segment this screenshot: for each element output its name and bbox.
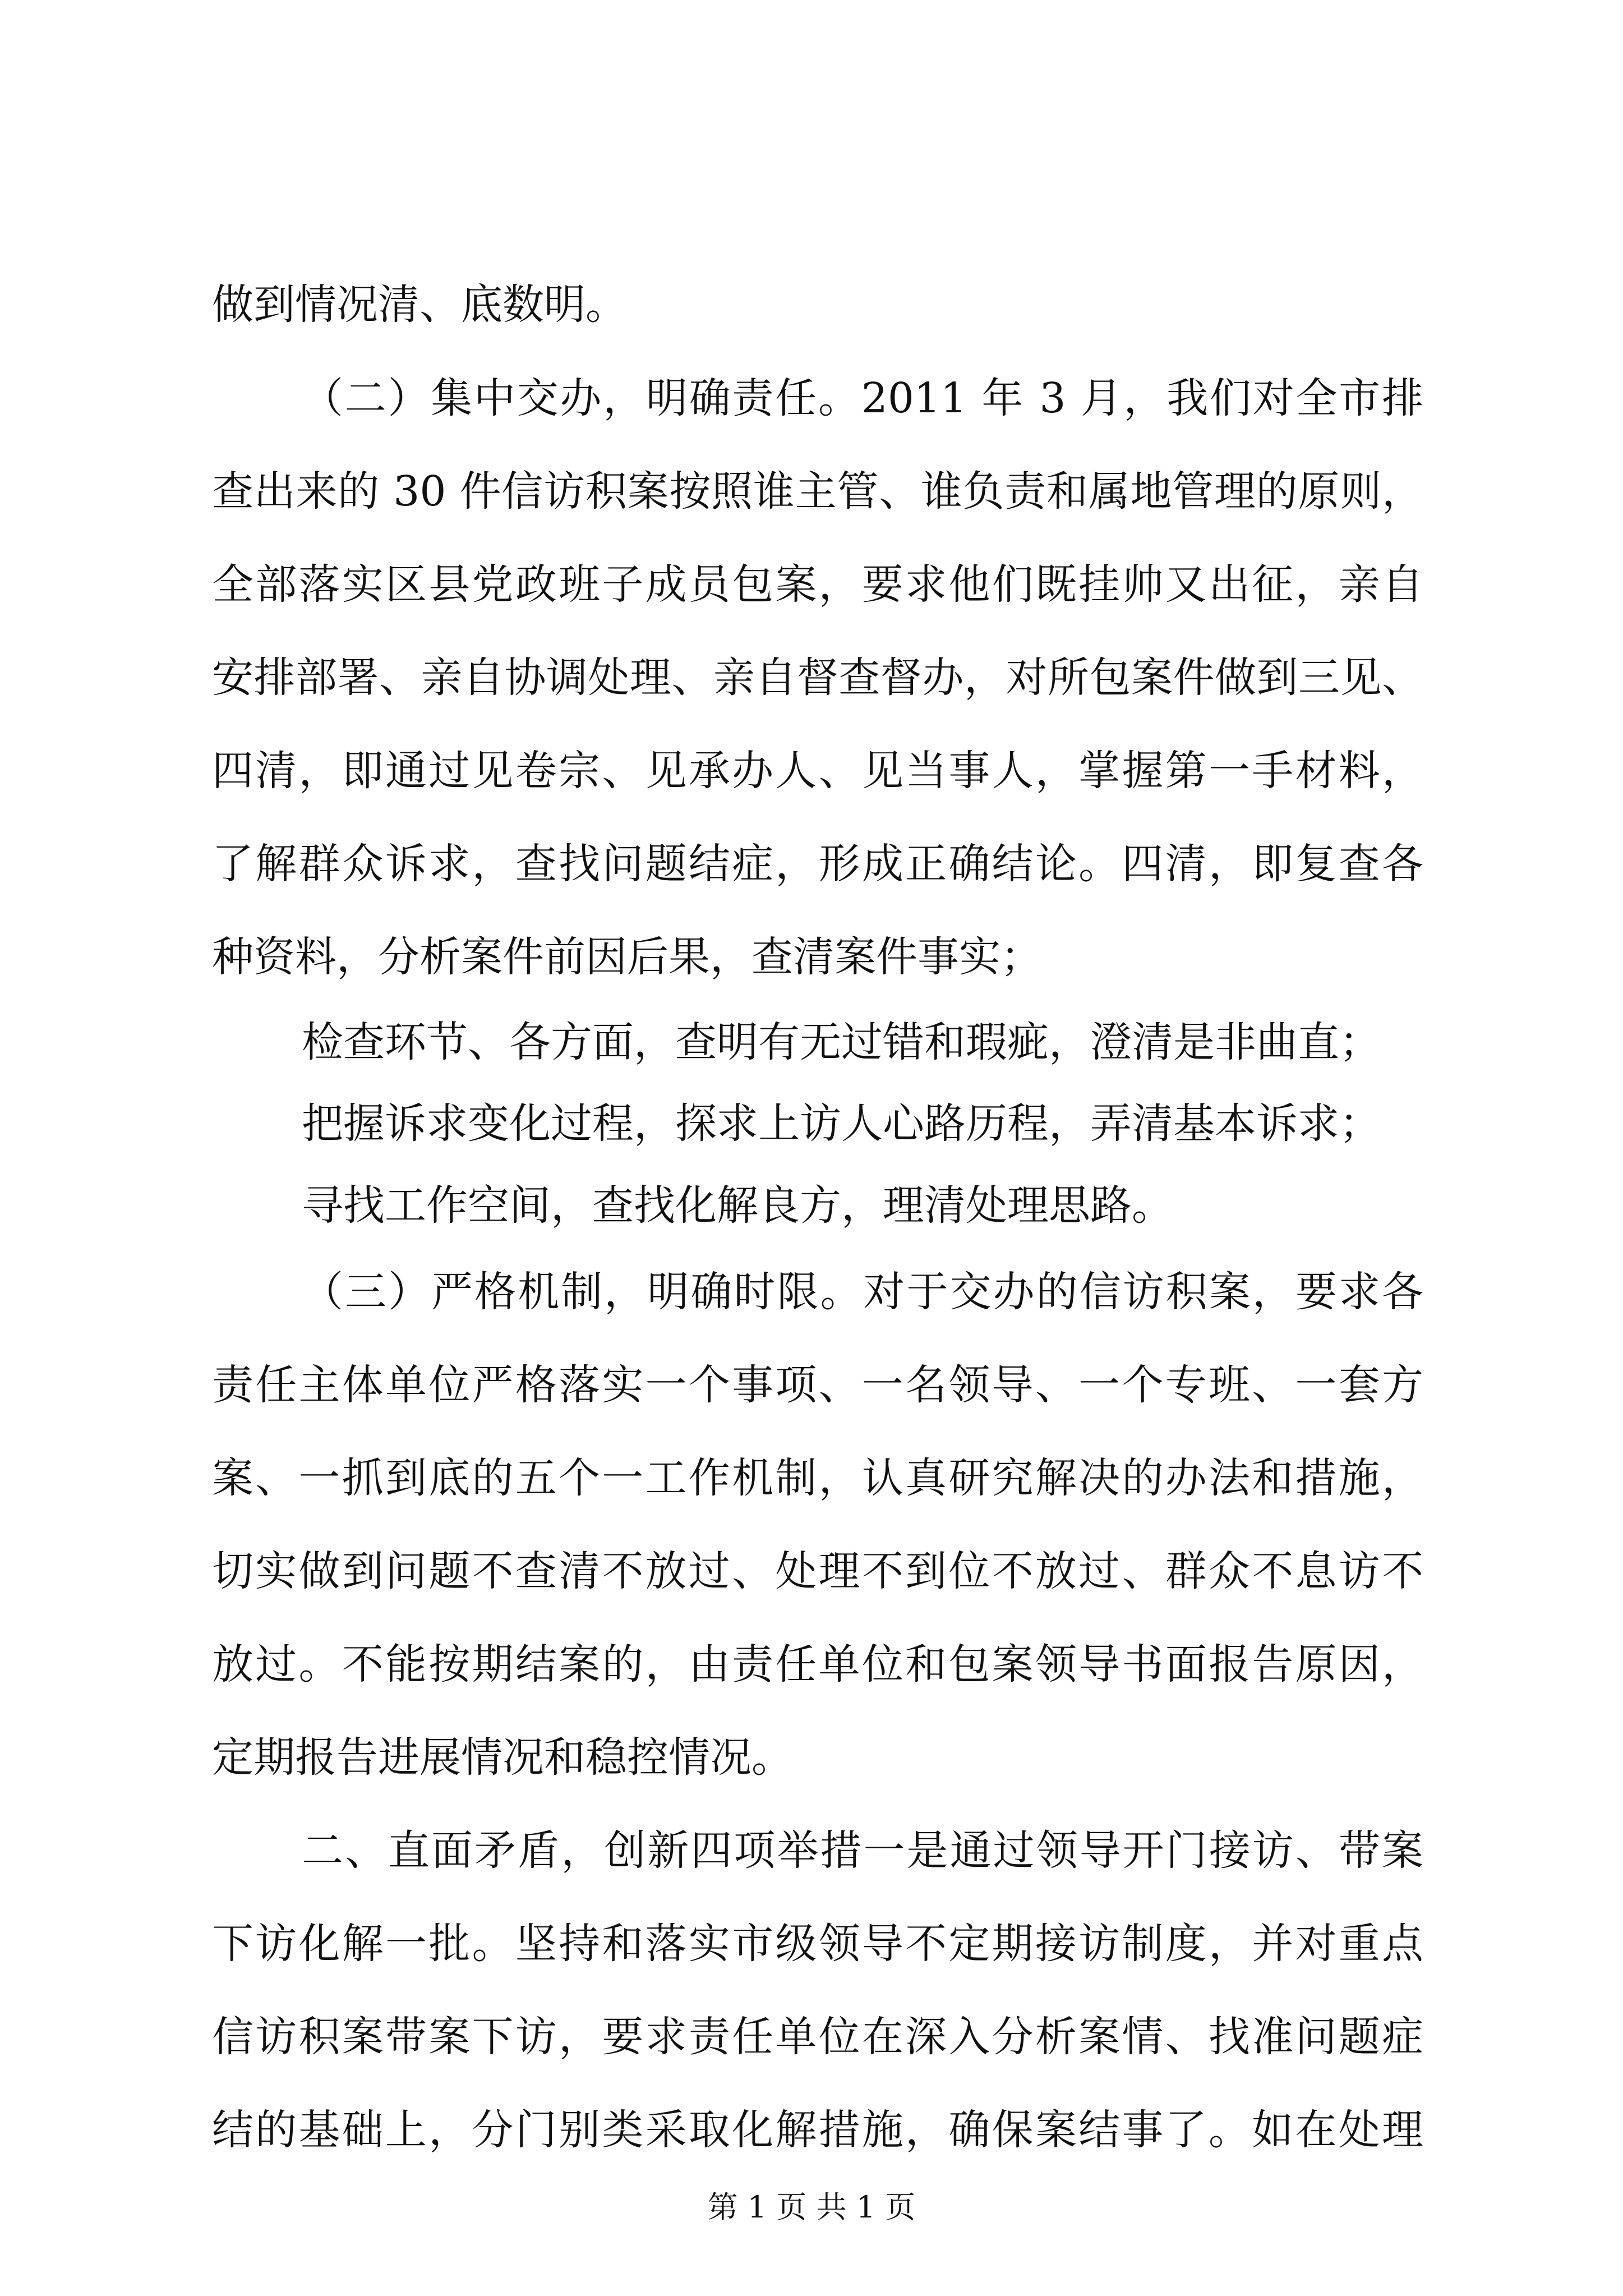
text-line-6: 四清，即通过见卷宗、见承办人、见当事人，掌握第一手材料， (212, 747, 1423, 795)
text-line-8: 种资料，分析案件前因后果，查清案件事实； (212, 933, 1042, 981)
text-line-3: 查出来的 30 件信访积案按照谁主管、谁负责和属地管理的原则， (212, 467, 1423, 516)
text-line-10: 把握诉求变化过程，探求上访人心路历程，弄清基本诉求； (302, 1099, 1381, 1148)
text-line-11: 寻找工作空间，查找化解良方，理清处理思路。 (302, 1181, 1173, 1230)
text-line-19: 下访化解一批。坚持和落实市级领导不定期接访制度，并对重点 (212, 1920, 1423, 1968)
text-line-5: 安排部署、亲自协调处理、亲自督查督办，对所包案件做到三见、 (212, 654, 1423, 702)
text-line-17: 定期报告进展情况和稳控情况。 (212, 1733, 793, 1782)
text-line-16: 放过。不能按期结案的，由责任单位和包案领导书面报告原因， (212, 1640, 1423, 1688)
text-line-12: （三）严格机制，明确时限。对于交办的信访积案，要求各 (302, 1268, 1423, 1316)
text-line-14: 案、一抓到底的五个一工作机制，认真研究解决的办法和措施， (212, 1454, 1423, 1502)
text-line-7: 了解群众诉求，查找问题结症，形成正确结论。四清，即复查各 (212, 840, 1423, 888)
text-line-1: 做到情况清、底数明。 (212, 280, 627, 329)
text-line-15: 切实做到问题不查清不放过、处理不到位不放过、群众不息访不 (212, 1547, 1423, 1595)
text-line-13: 责任主体单位严格落实一个事项、一名领导、一个专班、一套方 (212, 1361, 1423, 1409)
text-line-4: 全部落实区县党政班子成员包案，要求他们既挂帅又出征，亲自 (212, 560, 1423, 609)
text-line-18: 二、直面矛盾，创新四项举措一是通过领导开门接访、带案 (302, 1826, 1423, 1875)
page-number-footer: 第 1 页 共 1 页 (707, 2189, 916, 2225)
text-line-20: 信访积案带案下访，要求责任单位在深入分析案情、找准问题症 (212, 2013, 1423, 2061)
text-line-9: 检查环节、各方面，查明有无过错和瑕疵，澄清是非曲直； (302, 1018, 1381, 1066)
text-line-2: （二）集中交办，明确责任。2011 年 3 月，我们对全市排 (302, 374, 1423, 422)
text-line-21: 结的基础上，分门别类采取化解措施，确保案结事了。如在处理 (212, 2106, 1423, 2154)
